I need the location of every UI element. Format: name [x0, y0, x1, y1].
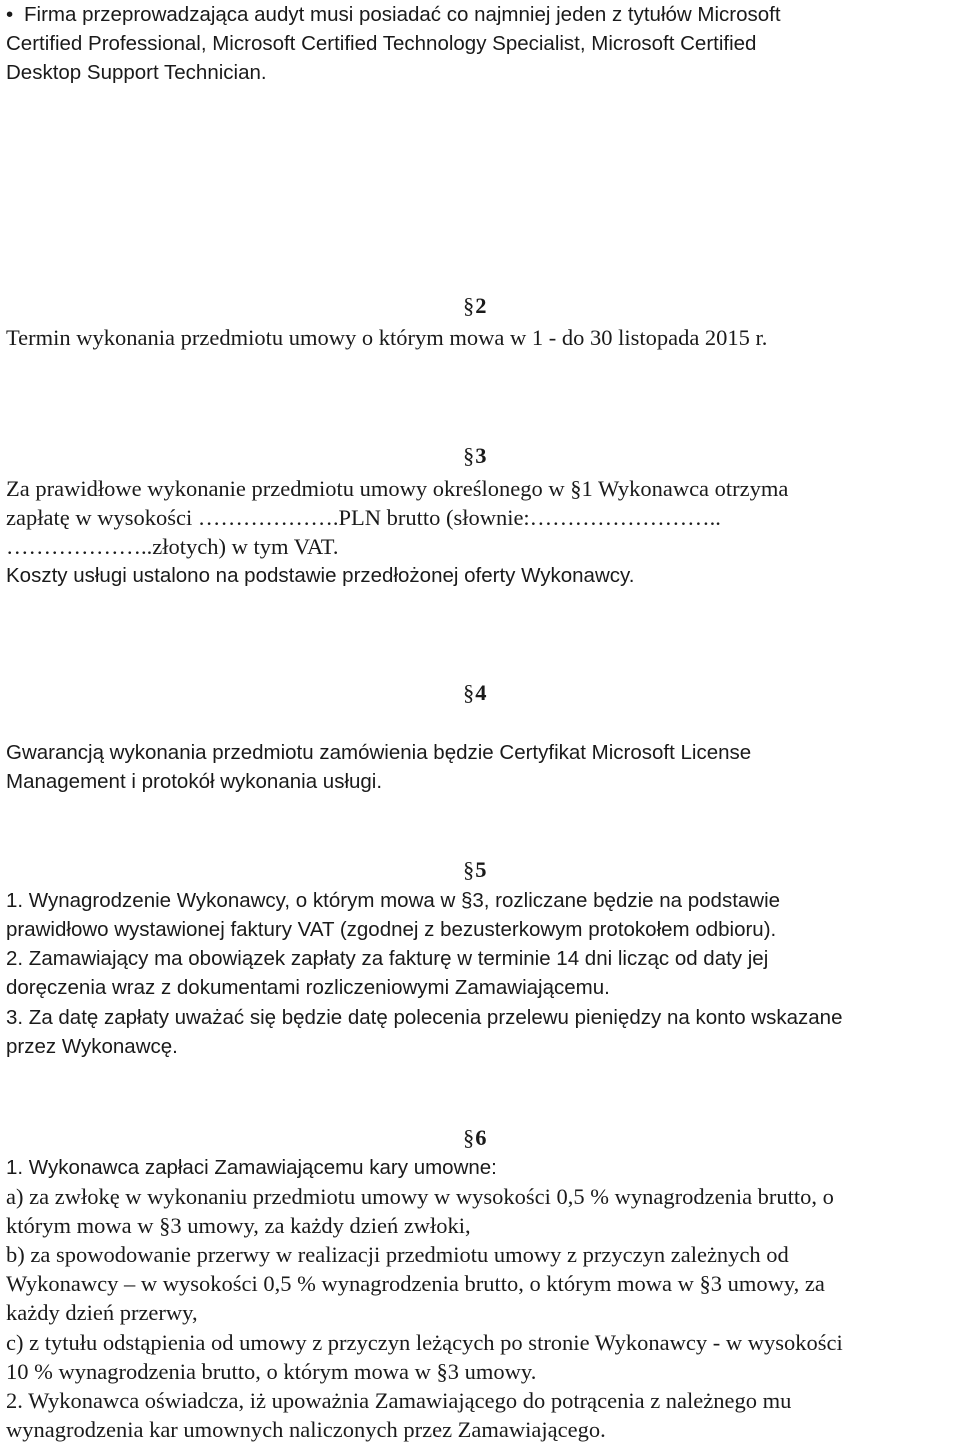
section-6-text-line: każdy dzień przerwy,: [6, 1300, 198, 1325]
section-symbol: §: [463, 680, 475, 705]
section-number: 3: [475, 443, 487, 468]
section-number: 2: [475, 293, 487, 318]
section-5-text-line: 2. Zamawiający ma obowiązek zapłaty za fakturę w terminie 14 dni licząc od daty jej: [6, 947, 769, 970]
section-symbol: §: [463, 293, 475, 318]
section-6-text-line: 1. Wykonawca zapłaci Zamawiającemu kary umowne:: [6, 1156, 497, 1179]
section-6-text-line: 10 % wynagrodzenia brutto, o którym mowa w §3 umowy.: [6, 1359, 537, 1384]
section-6-text-line: a) za zwłokę w wykonaniu przedmiotu umowy w wysokości 0,5 % wynagrodzenia brutto, o: [6, 1184, 834, 1209]
section-heading-3: [463, 441, 487, 470]
section-5-text-line: doręczenia wraz z dokumentami rozliczeniowymi Zamawiającemu.: [6, 976, 610, 999]
section-6-text-line: wynagrodzenia kar umownych naliczonych przez Zamawiającego.: [6, 1417, 606, 1442]
section-heading-2: [463, 291, 487, 320]
section-6-text-line: b) za spowodowanie przerwy w realizacji przedmiotu umowy z przyczyn zależnych od: [6, 1242, 789, 1267]
bullet-icon: •: [6, 3, 14, 26]
section-6-text-line: którym mowa w §3 umowy, za każdy dzień zwłoki,: [6, 1213, 471, 1238]
section-number: 4: [475, 680, 487, 705]
intro-bullet-line-1: [6, 0, 781, 29]
section-3-text-line: zapłatę w wysokości ……………….PLN brutto (słownie:……………………..: [6, 505, 721, 530]
section-number: 6: [475, 1125, 487, 1150]
intro-text-line: Desktop Support Technician.: [6, 61, 267, 84]
section-symbol: §: [463, 443, 475, 468]
section-5-text-line: 1. Wynagrodzenie Wykonawcy, o którym mowa w §3, rozliczane będzie na podstawie: [6, 889, 781, 912]
section-4-text-line: Management i protokół wykonania usługi.: [6, 770, 383, 793]
section-2-text-line: Termin wykonania przedmiotu umowy o którym mowa w 1 - do 30 listopada 2015 r.: [6, 325, 768, 350]
section-6-text-line: 2. Wykonawca oświadcza, iż upoważnia Zamawiającego do potrącenia z należnego mu: [6, 1388, 792, 1413]
intro-text-line: Firma przeprowadzająca audyt musi posiadać co najmniej jeden z tytułów Microsoft: [24, 3, 781, 26]
section-6-text-line: Wykonawcy – w wysokości 0,5 % wynagrodzenia brutto, o którym mowa w §3 umowy, za: [6, 1271, 825, 1296]
section-symbol: §: [463, 857, 475, 882]
section-3-text-line: Koszty usługi ustalono na podstawie przedłożonej oferty Wykonawcy.: [6, 564, 635, 587]
section-4-text-line: Gwarancją wykonania przedmiotu zamówienia będzie Certyfikat Microsoft License: [6, 741, 752, 764]
section-number: 5: [475, 857, 487, 882]
section-5-text-line: przez Wykonawcę.: [6, 1035, 178, 1058]
section-heading-6: [463, 1123, 487, 1152]
intro-text-line: Certified Professional, Microsoft Certified Technology Specialist, Microsoft Certified: [6, 32, 757, 55]
section-6-text-line: c) z tytułu odstąpienia od umowy z przyczyn leżących po stronie Wykonawcy - w wysokości: [6, 1330, 843, 1355]
section-symbol: §: [463, 1125, 475, 1150]
section-3-text-line: ………………..złotych) w tym VAT.: [6, 534, 339, 559]
section-heading-5: [463, 855, 487, 884]
section-heading-4: [463, 678, 487, 707]
section-5-text-line: prawidłowo wystawionej faktury VAT (zgodnej z bezusterkowym protokołem odbioru).: [6, 918, 777, 941]
section-5-text-line: 3. Za datę zapłaty uważać się będzie datę polecenia przelewu pieniędzy na konto wskazane: [6, 1006, 843, 1029]
section-3-text-line: Za prawidłowe wykonanie przedmiotu umowy określonego w §1 Wykonawca otrzyma: [6, 476, 789, 501]
